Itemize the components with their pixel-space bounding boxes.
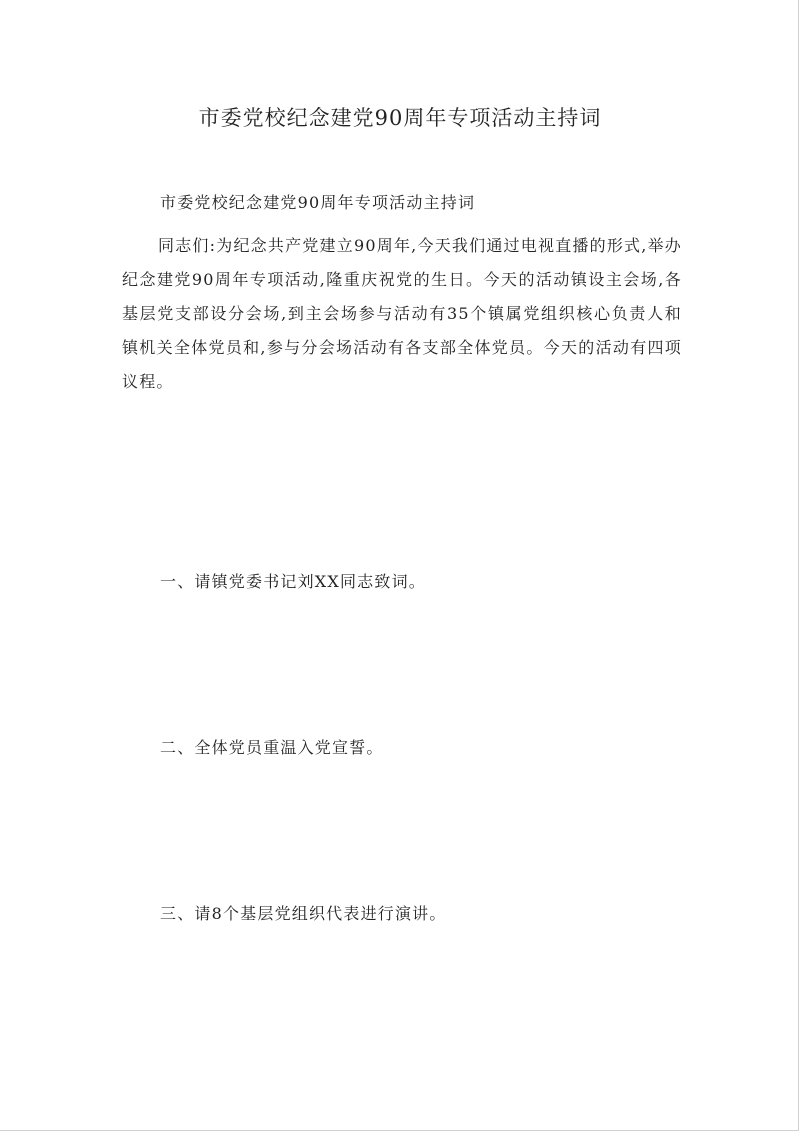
intro-paragraph: 同志们:为纪念共产党建立90周年,今天我们通过电视直播的形式,举办纪念建党90周年专项活动,隆重庆祝党的生日。今天的活动镇设主会场,各基层党支部设分会场,到主会场参与活动有35个镇属党组织核心负责人和镇机关全体党员和,参与分会场活动有各支部全体党员。今天的活动有四项议程。: [122, 236, 682, 391]
document-subtitle: 市委党校纪念建党90周年专项活动主持词: [160, 193, 476, 212]
document-title: 市委党校纪念建党90周年专项活动主持词: [198, 106, 602, 130]
agenda-item-1: 一、请镇党委书记刘XX同志致词。: [160, 572, 426, 591]
agenda-item-2: 二、全体党员重温入党宣誓。: [160, 738, 384, 757]
agenda-item-3: 三、请8个基层党组织代表进行演讲。: [160, 904, 447, 923]
